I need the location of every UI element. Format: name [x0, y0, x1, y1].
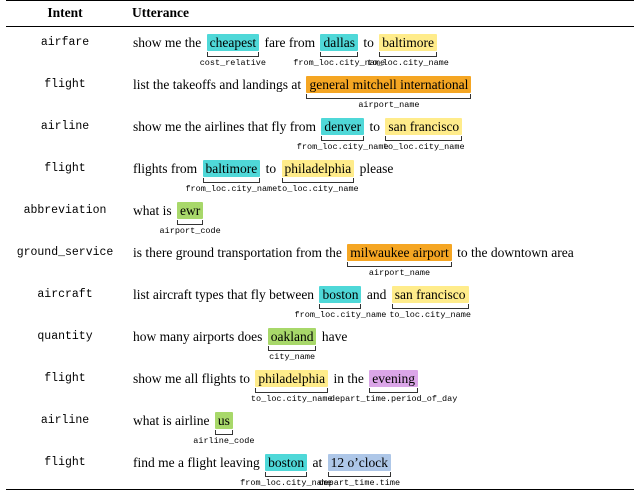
table-row [6, 111, 634, 153]
utterance-line [132, 118, 634, 151]
slot-value: ewr [177, 202, 203, 219]
utterance-text: find me a flight leaving [133, 455, 260, 470]
slot-value: baltimore [379, 34, 437, 51]
utterance-text: and [366, 287, 387, 302]
intent-label: flight [44, 372, 86, 385]
slot-label-wrap [240, 477, 333, 488]
table-row [6, 69, 634, 111]
utterance-cell [124, 363, 634, 405]
intent-label: airline [40, 120, 90, 133]
slot-label: to_loc.city_name [367, 58, 449, 68]
table-row [6, 405, 634, 447]
table-row [6, 321, 634, 363]
utterance-text: to [265, 161, 277, 176]
slot-label: to_loc.city_name [250, 394, 333, 404]
table-header-row [6, 1, 634, 27]
utterance-text: please [359, 161, 394, 176]
utterance-text: what is [133, 203, 172, 218]
slot-annotation [347, 244, 452, 277]
utterance-text: flights from [133, 161, 198, 176]
slot-label: from_loc.city_name [240, 478, 333, 488]
slot-label: from_loc.city_name [294, 310, 387, 320]
slot-value: san francisco [385, 118, 462, 135]
utterance-cell [124, 447, 634, 490]
intent-label: quantity [37, 330, 93, 343]
table-row [6, 279, 634, 321]
utterance-text: how many airports does [133, 329, 263, 344]
slot-annotation [268, 328, 317, 361]
slot-label-wrap [296, 141, 389, 152]
slot-label: to_loc.city_name [382, 142, 465, 152]
slot-label-wrap [159, 225, 221, 236]
slot-annotation [367, 34, 449, 68]
intent-label: airfare [6, 27, 124, 70]
table-row [6, 363, 634, 405]
slot-annotation [277, 160, 359, 194]
utterance-line [132, 370, 634, 403]
slot-label: to_loc.city_name [277, 184, 359, 194]
utterance-text: at [312, 455, 323, 470]
slot-label-wrap [199, 57, 267, 68]
utterance-text: show me the airlines that fly from [133, 119, 316, 134]
slot-value: boston [319, 286, 361, 303]
utterance-cell [124, 237, 634, 279]
slot-value: baltimore [203, 160, 261, 177]
slot-value: san francisco [392, 286, 469, 303]
utterance-text: show me all flights to [133, 371, 250, 386]
slot-value: philadelphia [282, 160, 355, 177]
slot-value: us [215, 412, 233, 429]
table-row [6, 447, 634, 490]
slot-value: milwaukee airport [347, 244, 452, 261]
table-row [6, 237, 634, 279]
utterance-line [132, 328, 634, 361]
utterance-cell [124, 27, 634, 70]
slot-value: 12 o’clock [328, 454, 391, 471]
utterance-text: is there ground transportation from the [133, 245, 342, 260]
slot-annotation [382, 118, 465, 152]
utterance-line [132, 454, 634, 487]
slot-label: airport_name [358, 100, 420, 110]
utterance-line [132, 202, 634, 235]
slot-label-wrap [367, 57, 449, 68]
slot-value: dallas [320, 34, 358, 51]
slot-annotation [159, 202, 221, 236]
utterance-cell [124, 69, 634, 111]
slot-label: to_loc.city_name [389, 310, 471, 320]
intent-label: flight [44, 162, 86, 175]
column-header-intent: Intent [6, 1, 124, 27]
slot-value: evening [369, 370, 418, 387]
slot-label: city_name [269, 352, 316, 362]
utterance-text: in the [333, 371, 364, 386]
slot-label-wrap [293, 57, 386, 68]
table-header [6, 1, 634, 27]
slot-label: airport_name [368, 268, 431, 278]
slot-value: cheapest [207, 34, 259, 51]
utterance-cell [124, 405, 634, 447]
slot-label-wrap [277, 183, 359, 194]
utterance-cell [124, 111, 634, 153]
slot-label-wrap [268, 351, 317, 361]
slot-label: airline_code [193, 436, 255, 446]
utterance-cell [124, 279, 634, 321]
utterance-text: fare from [264, 35, 316, 50]
utterance-line [132, 244, 634, 277]
utterance-text: to [363, 35, 374, 50]
slot-value: philadelphia [255, 370, 328, 387]
slot-annotation [250, 370, 333, 404]
slot-label: cost_relative [199, 58, 267, 68]
slot-value: general mitchell international [306, 76, 471, 93]
intent-label: flight [44, 78, 86, 91]
slot-label-wrap [382, 141, 465, 152]
utterance-line [132, 160, 634, 193]
intent-label: abbreviation [23, 204, 107, 217]
utterance-text: show me the [133, 35, 202, 50]
utterance-text: to the downtown area [457, 245, 574, 260]
table-row [6, 27, 634, 70]
slot-value: oakland [268, 328, 317, 345]
column-header-utterance: Utterance [124, 1, 634, 27]
slot-label-wrap [185, 183, 278, 194]
slot-label: from_loc.city_name [296, 142, 389, 152]
intent-label: flight [6, 447, 124, 490]
atis-examples-table [6, 0, 634, 490]
slot-annotation [389, 286, 471, 320]
slot-label-wrap [389, 309, 471, 320]
slot-label: depart_time.time [318, 478, 401, 488]
utterance-line [132, 412, 634, 445]
intent-label: ground_service [16, 246, 114, 259]
utterance-line [132, 286, 634, 319]
slot-label-wrap [294, 309, 387, 320]
table-row [6, 195, 634, 237]
intent-label: airline [40, 414, 90, 427]
slot-value: boston [265, 454, 307, 471]
table-body [6, 27, 634, 490]
slot-label-wrap [347, 267, 452, 277]
utterance-cell [124, 195, 634, 237]
slot-annotation [199, 34, 267, 68]
utterance-text: have [321, 329, 348, 344]
slot-label-wrap [250, 393, 333, 404]
slot-label-wrap [318, 477, 401, 488]
utterance-line [132, 76, 634, 109]
table-row [6, 153, 634, 195]
utterance-cell [124, 321, 634, 363]
slot-label: airport_code [159, 226, 221, 236]
slot-label: depart_time.period_of_day [329, 394, 458, 404]
slot-label-wrap [306, 99, 471, 109]
slot-annotation [306, 76, 471, 109]
utterance-line [132, 34, 634, 67]
slot-label: from_loc.city_name [185, 184, 278, 194]
slot-value: denver [321, 118, 364, 135]
utterance-text: to [369, 119, 380, 134]
utterance-text: list the takeoffs and landings at [133, 77, 302, 92]
utterance-text: list aircraft types that fly between [133, 287, 315, 302]
intent-label: aircraft [37, 288, 93, 301]
slot-label-wrap [329, 393, 458, 404]
slot-label: from_loc.city_name [293, 58, 386, 68]
utterance-cell [124, 153, 634, 195]
utterance-text: what is airline [133, 413, 210, 428]
slot-annotation [193, 412, 255, 446]
slot-annotation [318, 454, 401, 488]
